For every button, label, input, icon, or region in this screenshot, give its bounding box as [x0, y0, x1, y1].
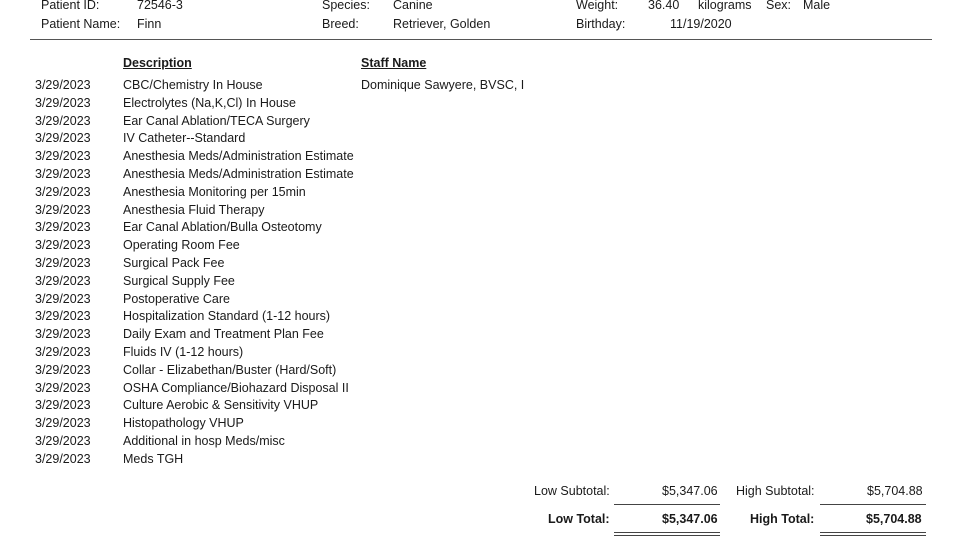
line-item-date: 3/29/2023 [35, 149, 91, 164]
patient-name-value: Finn [137, 17, 162, 31]
high-total-label: High Total: [750, 512, 815, 526]
line-item-date: 3/29/2023 [35, 344, 91, 359]
line-item-date: 3/29/2023 [35, 433, 91, 448]
low-subtotal-value: $5,347.06 [662, 484, 718, 498]
staff-name-value: Dominique Sawyere, BVSC, I [361, 78, 525, 92]
line-item-date: 3/29/2023 [35, 202, 91, 217]
line-item-date: 3/29/2023 [35, 398, 91, 413]
line-item-date: 3/29/2023 [35, 380, 91, 395]
line-item-date: 3/29/2023 [35, 362, 91, 377]
description-column [123, 77, 359, 469]
line-item-description: Operating Room Fee [123, 238, 240, 253]
high-subtotal-label: High Subtotal: [736, 484, 815, 498]
line-item-date: 3/29/2023 [35, 238, 91, 253]
line-item-description: Collar - Elizabethan/Buster (Hard/Soft) [123, 362, 337, 377]
high-total-double-rule-top [820, 532, 926, 533]
header-divider [30, 39, 932, 40]
low-subtotal-label: Low Subtotal: [534, 484, 610, 498]
line-item-description: Surgical Pack Fee [123, 255, 225, 270]
breed-value: Retriever, Golden [393, 17, 491, 31]
line-item-description: Ear Canal Ablation/Bulla Osteotomy [123, 220, 322, 235]
line-item-date: 3/29/2023 [35, 255, 91, 270]
line-item-description: Anesthesia Meds/Administration Estimate [123, 149, 354, 164]
staff-name-header: Staff Name [361, 56, 427, 70]
line-item-description: CBC/Chemistry In House [123, 78, 263, 92]
line-item-date: 3/29/2023 [35, 327, 91, 342]
description-header: Description [123, 56, 192, 70]
line-item-date: 3/29/2023 [35, 95, 91, 110]
line-item-date: 3/29/2023 [35, 113, 91, 128]
line-item-description: Fluids IV (1-12 hours) [123, 344, 244, 359]
line-item-date: 3/29/2023 [35, 166, 91, 181]
line-item-description: Additional in hosp Meds/misc [123, 433, 285, 448]
line-item-date: 3/29/2023 [35, 78, 91, 92]
line-item-description: Anesthesia Fluid Therapy [123, 202, 265, 217]
patient-name-label: Patient Name: [41, 17, 121, 31]
high-total-value: $5,704.88 [866, 512, 922, 526]
high-total-double-rule-bottom [820, 535, 926, 536]
line-item-description: Postoperative Care [123, 291, 231, 306]
line-item-date: 3/29/2023 [35, 184, 91, 199]
line-item-date: 3/29/2023 [35, 451, 91, 466]
line-item-description: Histopathology VHUP [123, 416, 244, 431]
sex-label: Sex: [766, 0, 792, 12]
species-label: Species: [322, 0, 370, 12]
line-item-date: 3/29/2023 [35, 220, 91, 235]
low-total-label: Low Total: [548, 512, 610, 526]
patient-id-label: Patient ID: [41, 0, 100, 12]
weight-unit: kilograms [698, 0, 752, 12]
high-subtotal-rule [820, 504, 926, 505]
line-item-date: 3/29/2023 [35, 309, 91, 324]
line-item-date: 3/29/2023 [35, 291, 91, 306]
line-item-description: IV Catheter--Standard [123, 131, 246, 146]
line-item-description: Culture Aerobic & Sensitivity VHUP [123, 398, 319, 413]
line-item-description: Daily Exam and Treatment Plan Fee [123, 327, 324, 342]
breed-label: Breed: [322, 17, 359, 31]
high-subtotal-value: $5,704.88 [867, 484, 923, 498]
line-item-description: OSHA Compliance/Biohazard Disposal II [123, 380, 349, 395]
line-item-description: Hospitalization Standard (1-12 hours) [123, 309, 331, 324]
birthday-value: 11/19/2020 [670, 17, 732, 31]
species-value: Canine [393, 0, 433, 12]
line-item-description: Anesthesia Monitoring per 15min [123, 184, 306, 199]
date-column [35, 77, 91, 469]
low-total-value: $5,347.06 [662, 512, 718, 526]
low-total-double-rule-top [614, 532, 720, 533]
line-item-description: Ear Canal Ablation/TECA Surgery [123, 113, 310, 128]
line-item-description: Surgical Supply Fee [123, 273, 235, 288]
weight-label: Weight: [576, 0, 619, 12]
line-item-date: 3/29/2023 [35, 416, 91, 431]
sex-value: Male [803, 0, 831, 12]
birthday-label: Birthday: [576, 17, 626, 31]
line-item-date: 3/29/2023 [35, 273, 91, 288]
line-item-description: Electrolytes (Na,K,Cl) In House [123, 95, 296, 110]
line-item-description: Anesthesia Meds/Administration Estimate [123, 166, 354, 181]
line-item-description: Meds TGH [123, 451, 184, 466]
low-total-double-rule-bottom [614, 535, 720, 536]
patient-id-value: 72546-3 [137, 0, 183, 12]
weight-value: 36.40 [648, 0, 680, 12]
line-item-date: 3/29/2023 [35, 131, 91, 146]
low-subtotal-rule [614, 504, 720, 505]
